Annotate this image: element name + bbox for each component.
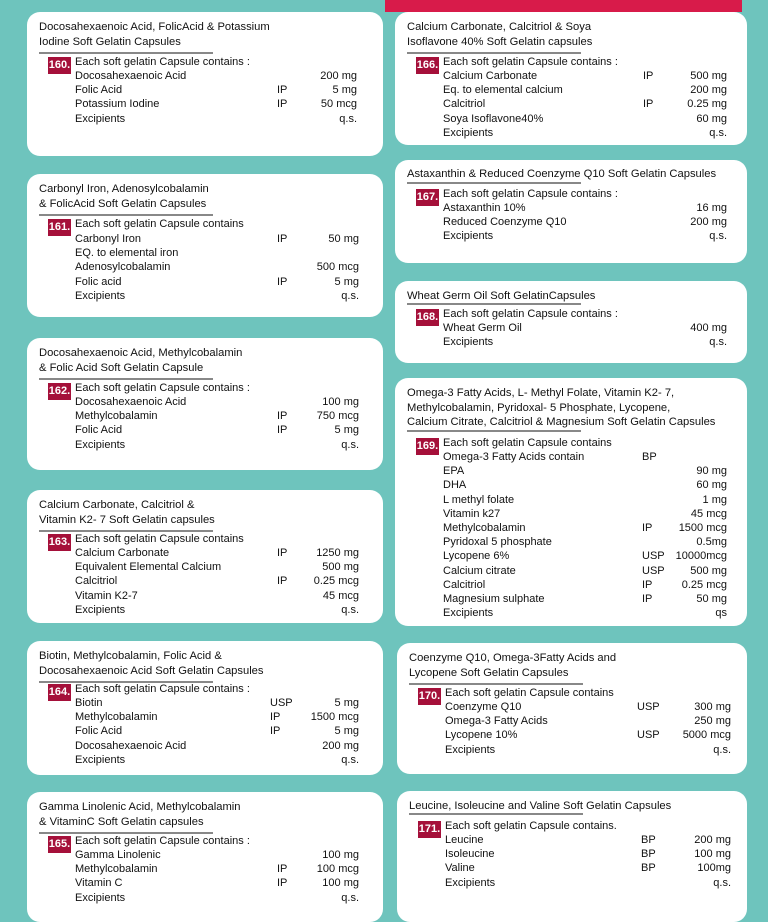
product-title — [39, 346, 373, 375]
pharmacopoeia-standard: IP — [642, 593, 653, 605]
ingredient-name: Equivalent Elemental Calcium — [75, 561, 222, 574]
ingredient-name: L methyl folate — [443, 493, 515, 506]
ingredient-quantity: q.s. — [341, 438, 359, 451]
ingredient-quantity: 1500 mcg — [310, 711, 359, 724]
ingredient-name: Excipients — [443, 230, 494, 243]
ingredient-row — [443, 464, 727, 478]
ingredient-quantity: 5000 mcg — [682, 729, 731, 742]
ingredient-row — [443, 335, 727, 349]
ingredient-row — [443, 229, 727, 243]
product-card-165 — [27, 792, 383, 922]
ingredient-quantity: 5 mg — [334, 275, 359, 288]
ingredient-row — [443, 478, 727, 492]
ingredient-quantity: 60 mg — [696, 112, 727, 125]
ingredient-quantity: 500 mg — [690, 564, 727, 577]
ingredient-name: Leucine — [445, 834, 484, 846]
ingredient-row — [443, 321, 727, 335]
ingredient-name: Gamma Linolenic — [75, 849, 161, 861]
composition-intro: Each soft gelatin Capsule contains : — [75, 56, 250, 68]
product-number-badge: 167. — [416, 189, 439, 206]
ingredient-quantity: 100 mg — [322, 396, 359, 408]
ingredient-quantity: 0.25 mg — [687, 98, 727, 111]
ingredient-quantity: 45 mcg — [690, 507, 727, 520]
ingredient-row — [443, 521, 727, 535]
product-card-164 — [27, 641, 383, 775]
ingredient-row — [443, 606, 727, 620]
product-card-171 — [397, 791, 747, 922]
ingredient-name: Docosahexaenoic Acid — [75, 396, 187, 408]
ingredient-name: Excipients — [75, 289, 126, 302]
ingredient-row — [443, 493, 727, 507]
pharmacopoeia-standard: IP — [642, 522, 653, 534]
ingredient-quantity: 100 mcg — [316, 863, 359, 876]
ingredient-name: Excipients — [443, 607, 494, 620]
ingredient-name: Soya Isoflavone40% — [443, 112, 544, 125]
ingredient-name: Omega-3 Fatty Acids — [445, 715, 548, 728]
ingredient-quantity: q.s. — [709, 230, 727, 243]
title-line: Biotin, Methylcobalamin, Folic Acid & — [39, 650, 222, 662]
ingredient-row — [445, 714, 731, 728]
ingredient-row — [443, 97, 727, 111]
title-line: Carbonyl Iron, Adenosylcobalamin — [39, 183, 209, 195]
product-number-badge: 165. — [48, 836, 71, 853]
title-line: Lycopene Soft Gelatin Capsules — [409, 666, 569, 679]
ingredient-quantity: 1500 mcg — [678, 522, 727, 534]
ingredient-name: Folic acid — [75, 275, 122, 288]
product-number-badge: 160. — [48, 57, 71, 74]
pharmacopoeia-standard: IP — [270, 711, 281, 724]
ingredient-name: Calcium Carbonate — [75, 547, 170, 559]
ingredient-name: Omega-3 Fatty Acids contain — [443, 451, 585, 463]
ingredient-name: Calcium Carbonate — [443, 70, 538, 82]
title-line: Calcium Carbonate, Calcitriol & — [39, 499, 195, 511]
ingredient-name: Magnesium sulphate — [443, 593, 545, 605]
composition-intro: Each soft gelatin Capsule contains : — [443, 56, 618, 68]
ingredient-quantity: q.s. — [709, 336, 727, 349]
ingredient-row — [75, 696, 359, 710]
ingredient-name: Pyridoxal 5 phosphate — [443, 536, 552, 549]
ingredient-row — [443, 201, 727, 215]
title-line: Calcium Citrate, Calcitriol & Magnesium Soft Gelatin Capsules — [407, 416, 716, 428]
ingredient-name: EQ. to elemental iron — [75, 247, 179, 260]
pharmacopoeia-standard: IP — [277, 410, 288, 423]
ingredient-quantity: 0.25 mcg — [681, 578, 727, 591]
title-divider — [39, 378, 213, 380]
title-line: & FolicAcid Soft Gelatin Capsules — [39, 197, 207, 210]
pharmacopoeia-standard: IP — [277, 877, 288, 890]
ingredient-row — [75, 83, 357, 97]
title-divider — [407, 430, 581, 432]
title-line: Docosahexaenoic Acid, Methylcobalamin — [39, 347, 243, 359]
product-title — [39, 800, 373, 829]
pharmacopoeia-standard: IP — [277, 424, 288, 437]
ingredient-row — [75, 289, 359, 303]
ingredient-row — [443, 215, 727, 229]
ingredient-name: Reduced Coenzyme Q10 — [443, 216, 567, 229]
product-number-badge: 166. — [416, 57, 439, 74]
composition-intro: Each soft gelatin Capsule contains : — [75, 683, 250, 695]
product-number-badge: 162. — [48, 383, 71, 400]
title-line: Coenzyme Q10, Omega-3Fatty Acids and — [409, 652, 617, 664]
ingredient-quantity: 200 mg — [322, 739, 359, 752]
ingredient-row — [75, 710, 359, 724]
title-line: Leucine, Isoleucine and Valine Soft Gelatin Capsules — [409, 800, 672, 812]
ingredient-quantity: 60 mg — [696, 479, 727, 492]
ingredient-quantity: q.s. — [339, 112, 357, 125]
ingredient-quantity: 250 mg — [694, 715, 731, 728]
title-divider — [407, 182, 581, 184]
pharmacopoeia-standard: IP — [643, 98, 654, 111]
title-line: Calcium Carbonate, Calcitriol & Soya — [407, 21, 592, 33]
ingredient-row — [75, 69, 357, 83]
composition-intro: Each soft gelatin Capsule contains — [445, 687, 614, 699]
ingredient-quantity: 100 mg — [322, 849, 359, 861]
product-card-161 — [27, 174, 383, 317]
composition-intro: Each soft gelatin Capsule contains : — [443, 308, 618, 320]
product-number-badge: 163. — [48, 534, 71, 551]
title-line: Methylcobalamin, Pyridoxal- 5 Phosphate, Lycopene, — [407, 401, 671, 414]
ingredient-row — [75, 438, 359, 452]
ingredient-name: Lycopene 10% — [445, 729, 518, 742]
product-card-167 — [395, 160, 747, 263]
product-number-badge: 169. — [416, 438, 439, 455]
product-number-badge: 170. — [418, 688, 441, 705]
ingredient-quantity: q.s. — [709, 126, 727, 139]
ingredient-quantity: 0.25 mcg — [313, 575, 359, 588]
ingredient-name: DHA — [443, 479, 467, 492]
ingredient-quantity: 10000mcg — [675, 550, 727, 563]
ingredient-quantity: 16 mg — [696, 202, 727, 214]
ingredient-row — [443, 535, 727, 549]
ingredient-name: Excipients — [445, 876, 496, 889]
ingredient-row — [75, 753, 359, 767]
pharmacopoeia-standard: USP — [637, 701, 660, 713]
ingredient-quantity: q.s. — [341, 891, 359, 904]
ingredient-row — [443, 507, 727, 521]
ingredient-row — [445, 861, 731, 875]
ingredient-row — [75, 891, 359, 905]
ingredient-row — [445, 876, 731, 890]
ingredient-quantity: 90 mg — [696, 465, 727, 478]
ingredient-row — [445, 833, 731, 847]
ingredient-name: Potassium Iodine — [75, 98, 160, 111]
ingredient-row — [443, 126, 727, 140]
title-divider — [409, 683, 583, 685]
composition-intro: Each soft gelatin Capsule contains : — [75, 835, 250, 847]
ingredient-quantity: 45 mcg — [322, 589, 359, 602]
ingredient-quantity: 500 mg — [690, 70, 727, 82]
ingredient-row — [443, 450, 727, 464]
pharmacopoeia-standard: IP — [277, 84, 288, 97]
ingredient-quantity: q.s. — [341, 289, 359, 302]
composition-intro: Each soft gelatin Capsule contains — [75, 218, 244, 230]
composition-intro: Each soft gelatin Capsule contains — [75, 533, 244, 545]
product-number-badge: 164. — [48, 684, 71, 701]
ingredient-quantity: q.s. — [341, 753, 359, 766]
product-card-166 — [395, 12, 747, 145]
ingredient-quantity: 50 mg — [696, 593, 727, 605]
title-line: Wheat Germ Oil Soft GelatinCapsules — [407, 290, 596, 302]
ingredient-row — [443, 564, 727, 578]
ingredient-row — [443, 112, 727, 126]
product-number-badge: 161. — [48, 219, 71, 236]
ingredient-row — [443, 83, 727, 97]
ingredient-quantity: 200 mg — [690, 216, 727, 229]
ingredient-row — [75, 275, 359, 289]
product-card-168 — [395, 281, 747, 363]
ingredient-row — [75, 876, 359, 890]
ingredient-quantity: 1 mg — [702, 493, 727, 506]
composition-intro: Each soft gelatin Capsule contains : — [75, 382, 250, 394]
ingredient-name: Biotin — [75, 697, 103, 709]
pharmacopoeia-standard: IP — [277, 575, 288, 588]
ingredient-name: Calcium citrate — [443, 564, 516, 577]
product-title — [407, 386, 737, 430]
pharmacopoeia-standard: IP — [277, 275, 288, 288]
ingredient-quantity: 200 mg — [694, 834, 731, 846]
pharmacopoeia-standard: IP — [277, 233, 288, 245]
ingredient-name: Folic Acid — [75, 84, 123, 97]
product-card-162 — [27, 338, 383, 470]
ingredient-row — [75, 112, 357, 126]
product-title — [407, 20, 737, 49]
ingredient-row — [443, 549, 727, 563]
product-title — [409, 799, 737, 814]
ingredient-row — [75, 260, 359, 274]
ingredient-row — [75, 246, 359, 260]
ingredient-row — [75, 97, 357, 111]
ingredient-quantity: 100mg — [697, 862, 731, 875]
ingredient-name: Carbonyl Iron — [75, 233, 142, 245]
product-number-badge: 171. — [418, 821, 441, 838]
ingredient-name: Docosahexaenoic Acid — [75, 739, 187, 752]
ingredient-name: Docosahexaenoic Acid — [75, 70, 187, 82]
ingredient-quantity: 50 mg — [328, 233, 359, 245]
ingredient-row — [75, 848, 359, 862]
ingredient-row — [75, 560, 359, 574]
ingredient-name: Methylcobalamin — [443, 522, 526, 534]
pharmacopoeia-standard: BP — [641, 862, 656, 875]
ingredient-name: Vitamin K2-7 — [75, 589, 138, 602]
product-card-170 — [397, 643, 747, 774]
ingredient-row — [445, 847, 731, 861]
ingredient-row — [445, 743, 731, 757]
title-line: Vitamin K2- 7 Soft Gelatin capsules — [39, 513, 215, 526]
pharmacopoeia-standard: BP — [642, 451, 657, 463]
pharmacopoeia-standard: IP — [642, 578, 653, 591]
title-line: Docosahexaenoic Acid Soft Gelatin Capsules — [39, 664, 264, 677]
ingredient-name: Calcitriol — [75, 575, 118, 588]
ingredient-name: Coenzyme Q10 — [445, 701, 522, 713]
pharmacopoeia-standard: USP — [637, 729, 660, 742]
ingredient-name: Adenosylcobalamin — [75, 261, 171, 274]
ingredient-quantity: 200 mg — [320, 70, 357, 82]
title-divider — [409, 813, 583, 815]
ingredient-quantity: 750 mcg — [316, 410, 359, 423]
ingredient-row — [75, 862, 359, 876]
top-accent-bar — [385, 0, 742, 12]
composition-intro: Each soft gelatin Capsule contains. — [445, 820, 617, 832]
ingredient-quantity: 5 mg — [332, 84, 357, 97]
ingredient-row — [445, 700, 731, 714]
product-number-badge: 168. — [416, 309, 439, 326]
ingredient-quantity: q.s. — [713, 876, 731, 889]
ingredient-quantity: 1250 mg — [316, 547, 359, 559]
title-line: Omega-3 Fatty Acids, L- Methyl Folate, Vitamin K2- 7, — [407, 387, 675, 399]
ingredient-name: Folic Acid — [75, 424, 123, 437]
ingredient-name: Excipients — [443, 126, 494, 139]
ingredient-name: Excipients — [75, 753, 126, 766]
ingredient-row — [75, 409, 359, 423]
product-card-160 — [27, 12, 383, 156]
ingredient-quantity: 5 mg — [334, 697, 359, 709]
ingredient-name: Eq. to elemental calcium — [443, 84, 563, 97]
ingredient-name: Methylcobalamin — [75, 863, 158, 876]
ingredient-row — [75, 724, 359, 738]
title-divider — [407, 52, 581, 54]
pharmacopoeia-standard: BP — [641, 834, 656, 846]
ingredient-name: Methylcobalamin — [75, 711, 158, 724]
pharmacopoeia-standard: IP — [277, 98, 288, 111]
product-title — [39, 20, 373, 49]
product-card-163 — [27, 490, 383, 623]
ingredient-row — [445, 728, 731, 742]
title-divider — [39, 52, 213, 54]
title-line: Docosahexaenoic Acid, FolicAcid & Potassium — [39, 21, 270, 33]
ingredient-row — [75, 423, 359, 437]
ingredient-quantity: 300 mg — [694, 701, 731, 713]
product-title — [39, 182, 373, 211]
product-title — [39, 498, 373, 527]
ingredient-quantity: 500 mcg — [316, 261, 359, 274]
title-line: & Folic Acid Soft Gelatin Capsule — [39, 361, 204, 374]
ingredient-name: Excipients — [443, 336, 494, 349]
product-title — [409, 651, 737, 680]
ingredient-name: Folic Acid — [75, 725, 123, 738]
title-line: Gamma Linolenic Acid, Methylcobalamin — [39, 801, 241, 813]
ingredient-quantity: 100 mg — [694, 848, 731, 861]
ingredient-name: Calcitriol — [443, 98, 486, 111]
product-card-169 — [395, 378, 747, 626]
pharmacopoeia-standard: IP — [277, 547, 288, 559]
pharmacopoeia-standard: USP — [642, 564, 665, 577]
title-line: & VitaminC Soft Gelatin capsules — [39, 815, 204, 828]
ingredient-quantity: 200 mg — [690, 84, 727, 97]
ingredient-name: Isoleucine — [445, 848, 495, 861]
ingredient-quantity: qs — [715, 607, 727, 620]
ingredient-name: Astaxanthin 10% — [443, 202, 526, 214]
ingredient-row — [75, 546, 359, 560]
ingredient-row — [75, 603, 359, 617]
ingredient-name: Excipients — [75, 438, 126, 451]
ingredient-row — [75, 232, 359, 246]
pharmacopoeia-standard: USP — [270, 697, 293, 709]
product-title — [39, 649, 373, 678]
ingredient-row — [75, 395, 359, 409]
ingredient-quantity: 5 mg — [334, 725, 359, 738]
ingredient-name: Excipients — [75, 112, 126, 125]
ingredient-quantity: q.s. — [341, 603, 359, 616]
ingredient-row — [75, 739, 359, 753]
ingredient-row — [443, 578, 727, 592]
ingredient-name: Excipients — [75, 891, 126, 904]
product-title — [407, 289, 737, 304]
title-divider — [407, 303, 581, 305]
ingredient-quantity: 100 mg — [322, 877, 359, 890]
pharmacopoeia-standard: BP — [641, 848, 656, 861]
pharmacopoeia-standard: IP — [270, 725, 281, 738]
ingredient-row — [443, 69, 727, 83]
ingredient-row — [443, 592, 727, 606]
ingredient-name: Excipients — [445, 743, 496, 756]
ingredient-quantity: 500 mg — [322, 561, 359, 574]
ingredient-quantity: 5 mg — [334, 424, 359, 437]
title-divider — [39, 214, 213, 216]
title-line: Isoflavone 40% Soft Gelatin capsules — [407, 35, 593, 48]
pharmacopoeia-standard: USP — [642, 550, 665, 563]
composition-intro: Each soft gelatin Capsule contains — [443, 437, 612, 449]
ingredient-name: Vitamin k27 — [443, 507, 501, 520]
pharmacopoeia-standard: IP — [643, 70, 654, 82]
ingredient-name: Methylcobalamin — [75, 410, 158, 423]
ingredient-name: Excipients — [75, 603, 126, 616]
composition-intro: Each soft gelatin Capsule contains : — [443, 188, 618, 200]
ingredient-name: Calcitriol — [443, 578, 486, 591]
title-line: Astaxanthin & Reduced Coenzyme Q10 Soft Gelatin Capsules — [407, 168, 717, 180]
ingredient-row — [75, 574, 359, 588]
ingredient-quantity: 400 mg — [690, 322, 727, 334]
pharmacopoeia-standard: IP — [277, 863, 288, 876]
ingredient-name: Vitamin C — [75, 877, 123, 890]
ingredient-quantity: 50 mcg — [320, 98, 357, 111]
ingredient-quantity: 0.5mg — [696, 536, 727, 549]
ingredient-name: Valine — [445, 862, 475, 875]
product-title — [407, 167, 737, 182]
ingredient-name: EPA — [443, 465, 465, 478]
title-line: Iodine Soft Gelatin Capsules — [39, 35, 181, 48]
ingredient-name: Wheat Germ Oil — [443, 322, 522, 334]
ingredient-quantity: q.s. — [713, 743, 731, 756]
ingredient-name: Lycopene 6% — [443, 550, 510, 563]
ingredient-row — [75, 589, 359, 603]
